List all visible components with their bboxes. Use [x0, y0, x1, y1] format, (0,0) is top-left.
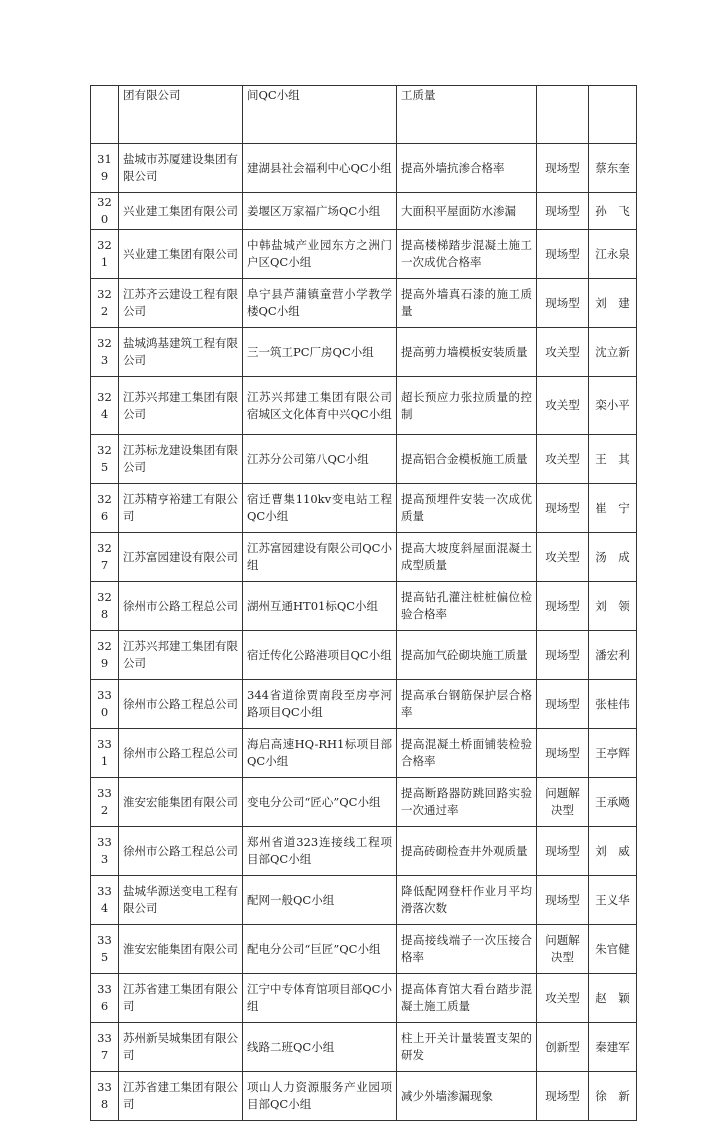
row-number: 328 [91, 582, 119, 631]
team-name-cell: 344省道徐贾南段至房亭河路项目QC小组 [243, 680, 397, 729]
row-number: 333 [91, 827, 119, 876]
table-row [91, 729, 637, 778]
organization-cell: 江苏省建工集团有限公司 [119, 974, 243, 1023]
team-name-cell: 线路二班QC小组 [243, 1023, 397, 1072]
table-row [91, 328, 637, 377]
organization-cell: 江苏齐云建设工程有限公司 [119, 279, 243, 328]
organization-cell: 苏州新吴城集团有限公司 [119, 1023, 243, 1072]
row-number: 337 [91, 1023, 119, 1072]
team-name-cell: 阜宁县芦蒲镇童营小学教学楼QC小组 [243, 279, 397, 328]
type-cell: 现场型 [537, 729, 589, 778]
type-cell: 攻关型 [537, 974, 589, 1023]
type-cell: 创新型 [537, 1023, 589, 1072]
organization-cell: 兴业建工集团有限公司 [119, 193, 243, 230]
team-name-cell: 郑州省道323连接线工程项目部QC小组 [243, 827, 397, 876]
organization-cell: 江苏省建工集团有限公司 [119, 1072, 243, 1121]
type-cell [537, 86, 589, 144]
team-name-cell: 江苏富园建设有限公司QC小组 [243, 533, 397, 582]
type-cell: 现场型 [537, 582, 589, 631]
topic-cell: 提高混凝土桥面铺装检验合格率 [397, 729, 537, 778]
organization-cell: 徐州市公路工程总公司 [119, 827, 243, 876]
table-row [91, 1072, 637, 1121]
type-cell: 现场型 [537, 484, 589, 533]
topic-cell: 提高外墙真石漆的施工质量 [397, 279, 537, 328]
type-cell: 现场型 [537, 230, 589, 279]
table-row [91, 1023, 637, 1072]
topic-cell: 提高钻孔灌注桩桩偏位检验合格率 [397, 582, 537, 631]
row-number: 323 [91, 328, 119, 377]
topic-cell: 提高剪力墙模板安装质量 [397, 328, 537, 377]
row-number: 329 [91, 631, 119, 680]
team-name-cell: 配网一般QC小组 [243, 876, 397, 925]
topic-cell: 提高大坡度斜屋面混凝土成型质量 [397, 533, 537, 582]
row-number: 332 [91, 778, 119, 827]
row-number: 325 [91, 435, 119, 484]
row-number: 334 [91, 876, 119, 925]
organization-cell: 徐州市公路工程总公司 [119, 729, 243, 778]
leader-name-cell: 沈立新 [589, 328, 637, 377]
organization-cell: 盐城华源送变电工程有限公司 [119, 876, 243, 925]
topic-cell: 提高铝合金模板施工质量 [397, 435, 537, 484]
row-number: 324 [91, 377, 119, 435]
table-row [91, 974, 637, 1023]
team-name-cell: 姜堰区万家福广场QC小组 [243, 193, 397, 230]
team-name-cell: 建湖县社会福利中心QC小组 [243, 144, 397, 193]
table-row [91, 582, 637, 631]
topic-cell: 工质量 [397, 86, 537, 144]
leader-name-cell: 潘宏利 [589, 631, 637, 680]
type-cell: 攻关型 [537, 328, 589, 377]
topic-cell: 超长预应力张拉质量的控制 [397, 377, 537, 435]
topic-cell: 提高砖砌检查井外观质量 [397, 827, 537, 876]
type-cell: 攻关型 [537, 435, 589, 484]
leader-name-cell: 王亭辉 [589, 729, 637, 778]
organization-cell: 江苏标龙建设集团有限公司 [119, 435, 243, 484]
topic-cell: 降低配网登杆作业月平均滑落次数 [397, 876, 537, 925]
team-name-cell: 海启高速HQ-RH1标项目部QC小组 [243, 729, 397, 778]
type-cell: 现场型 [537, 144, 589, 193]
team-name-cell: 配电分公司“巨匠”QC小组 [243, 925, 397, 974]
organization-cell: 盐城鸿基建筑工程有限公司 [119, 328, 243, 377]
table-row [91, 193, 637, 230]
type-cell: 现场型 [537, 876, 589, 925]
organization-cell: 兴业建工集团有限公司 [119, 230, 243, 279]
leader-name-cell: 王义华 [589, 876, 637, 925]
table-row [91, 435, 637, 484]
leader-name-cell: 赵 颖 [589, 974, 637, 1023]
table-row [91, 827, 637, 876]
row-number: 320 [91, 193, 119, 230]
table-row [91, 377, 637, 435]
leader-name-cell: 栾小平 [589, 377, 637, 435]
type-cell: 现场型 [537, 680, 589, 729]
leader-name-cell [589, 86, 637, 144]
type-cell: 现场型 [537, 827, 589, 876]
leader-name-cell: 崔 宁 [589, 484, 637, 533]
table-row [91, 144, 637, 193]
table-row [91, 778, 637, 827]
type-cell: 现场型 [537, 279, 589, 328]
type-cell: 问题解决型 [537, 778, 589, 827]
organization-cell: 徐州市公路工程总公司 [119, 680, 243, 729]
table-row-continued [91, 86, 637, 144]
qc-award-table [90, 85, 637, 1121]
table-row [91, 631, 637, 680]
team-name-cell: 中韩盐城产业园东方之洲门户区QC小组 [243, 230, 397, 279]
leader-name-cell: 刘 威 [589, 827, 637, 876]
row-number: 335 [91, 925, 119, 974]
topic-cell: 提高加气砼砌块施工质量 [397, 631, 537, 680]
leader-name-cell: 王承飏 [589, 778, 637, 827]
team-name-cell: 江宁中专体育馆项目部QC小组 [243, 974, 397, 1023]
type-cell: 现场型 [537, 631, 589, 680]
row-number: 319 [91, 144, 119, 193]
type-cell: 攻关型 [537, 533, 589, 582]
leader-name-cell: 张桂伟 [589, 680, 637, 729]
table-row [91, 484, 637, 533]
topic-cell: 提高接线端子一次压接合格率 [397, 925, 537, 974]
leader-name-cell: 孙 飞 [589, 193, 637, 230]
row-number: 330 [91, 680, 119, 729]
topic-cell: 提高承台钢筋保护层合格率 [397, 680, 537, 729]
leader-name-cell: 蔡东奎 [589, 144, 637, 193]
organization-cell: 江苏精亨裕建工有限公司 [119, 484, 243, 533]
topic-cell: 提高体育馆大看台踏步混凝土施工质量 [397, 974, 537, 1023]
leader-name-cell: 秦建军 [589, 1023, 637, 1072]
organization-cell: 团有限公司 [119, 86, 243, 144]
organization-cell: 淮安宏能集团有限公司 [119, 925, 243, 974]
table-row [91, 230, 637, 279]
topic-cell: 提高楼梯踏步混凝土施工一次成优合格率 [397, 230, 537, 279]
team-name-cell: 项山人力资源服务产业园项目部QC小组 [243, 1072, 397, 1121]
organization-cell: 江苏富园建设有限公司 [119, 533, 243, 582]
organization-cell: 徐州市公路工程总公司 [119, 582, 243, 631]
team-name-cell: 三一筑工PC厂房QC小组 [243, 328, 397, 377]
team-name-cell: 江苏兴邦建工集团有限公司宿城区文化体育中兴QC小组 [243, 377, 397, 435]
leader-name-cell: 江永泉 [589, 230, 637, 279]
type-cell: 问题解决型 [537, 925, 589, 974]
type-cell: 现场型 [537, 193, 589, 230]
table-body [91, 86, 637, 1121]
topic-cell: 提高断路器防跳回路实验一次通过率 [397, 778, 537, 827]
organization-cell: 盐城市苏厦建设集团有限公司 [119, 144, 243, 193]
leader-name-cell: 徐 新 [589, 1072, 637, 1121]
leader-name-cell: 刘 建 [589, 279, 637, 328]
team-name-cell: 变电分公司“匠心”QC小组 [243, 778, 397, 827]
row-number: 327 [91, 533, 119, 582]
row-number [91, 86, 119, 144]
leader-name-cell: 汤 成 [589, 533, 637, 582]
row-number: 326 [91, 484, 119, 533]
table-row [91, 876, 637, 925]
row-number: 338 [91, 1072, 119, 1121]
topic-cell: 提高外墙抗渗合格率 [397, 144, 537, 193]
team-name-cell: 宿迁曹集110kv变电站工程QC小组 [243, 484, 397, 533]
team-name-cell: 江苏分公司第八QC小组 [243, 435, 397, 484]
topic-cell: 柱上开关计量装置支架的研发 [397, 1023, 537, 1072]
row-number: 321 [91, 230, 119, 279]
row-number: 336 [91, 974, 119, 1023]
leader-name-cell: 朱官健 [589, 925, 637, 974]
topic-cell: 减少外墙渗漏现象 [397, 1072, 537, 1121]
team-name-cell: 宿迁传化公路港项目QC小组 [243, 631, 397, 680]
table-row [91, 680, 637, 729]
table-row [91, 533, 637, 582]
topic-cell: 大面积平屋面防水渗漏 [397, 193, 537, 230]
topic-cell: 提高预埋件安装一次成优质量 [397, 484, 537, 533]
organization-cell: 江苏兴邦建工集团有限公司 [119, 377, 243, 435]
leader-name-cell: 刘 领 [589, 582, 637, 631]
type-cell: 攻关型 [537, 377, 589, 435]
row-number: 331 [91, 729, 119, 778]
type-cell: 现场型 [537, 1072, 589, 1121]
organization-cell: 淮安宏能集团有限公司 [119, 778, 243, 827]
table-row [91, 925, 637, 974]
team-name-cell: 湖州互通HT01标QC小组 [243, 582, 397, 631]
row-number: 322 [91, 279, 119, 328]
table-row [91, 279, 637, 328]
leader-name-cell: 王 其 [589, 435, 637, 484]
team-name-cell: 间QC小组 [243, 86, 397, 144]
organization-cell: 江苏兴邦建工集团有限公司 [119, 631, 243, 680]
